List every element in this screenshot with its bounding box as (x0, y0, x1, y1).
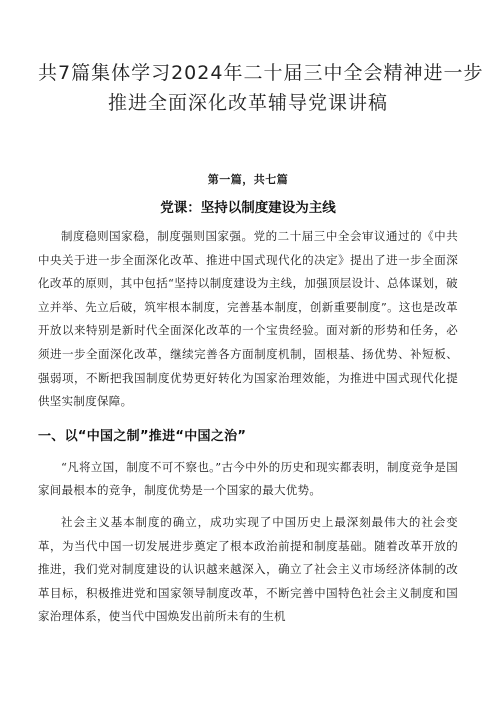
section-heading: 党课：坚持以制度建设为主线 (160, 200, 336, 216)
title-line-2: 推进全面深化改革辅导党课讲稿 (107, 92, 388, 114)
paragraph-2: “凡将立国，制度不可不察也。”古今中外的历史和现实都表明，制度竞争是国家间最根本的竞争，制度优势是一个国家的最大优势。 (38, 459, 458, 498)
paragraph-1: 制度稳则国家稳，制度强则国家强。党的二十届三中全会审议通过的《中共中央关于进一步全面深化改革、推进中国式现代化的决定》提出了进一步全面深化改革的原则，其中包括“坚持以制度建设为主线，加强顶层设计、总体谋划，破立并举、先立后破，筑牢根本制度，完善基本制度，创新重要制度”。这也是改革开放以来特别是新时代全面深化改革的一个宝贵经验。面对新的形势和任务，必须进一步全面深化改革，继续完善各方面制度机制，固根基、扬优势、补短板、强弱项，不断把我国制度优势更好转化为国家治理效能，为推进中国式现代化提供坚实制度保障。 (38, 229, 458, 409)
part-label: 第一篇，共七篇 (207, 173, 289, 186)
sub-heading: 一、以“中国之制”推进“中国之治” (38, 428, 247, 444)
title-line-1: 共7篇集体学习2024年二十届三中全会精神进一步 (38, 62, 484, 84)
document-title (38, 58, 484, 118)
paragraph-3: 社会主义基本制度的确立，成功实现了中国历史上最深刻最伟大的社会变革，为当代中国一切发展进步奠定了根本政治前提和制度基础。随着改革开放的推进，我们党对制度建设的认识越来越深入，确立了社会主义市场经济体制的改革目标，积极推进党和国家领导制度改革，不断完善中国特色社会主义制度和国家治理体系，使当代中国焕发出前所未有的生机 (38, 514, 458, 624)
